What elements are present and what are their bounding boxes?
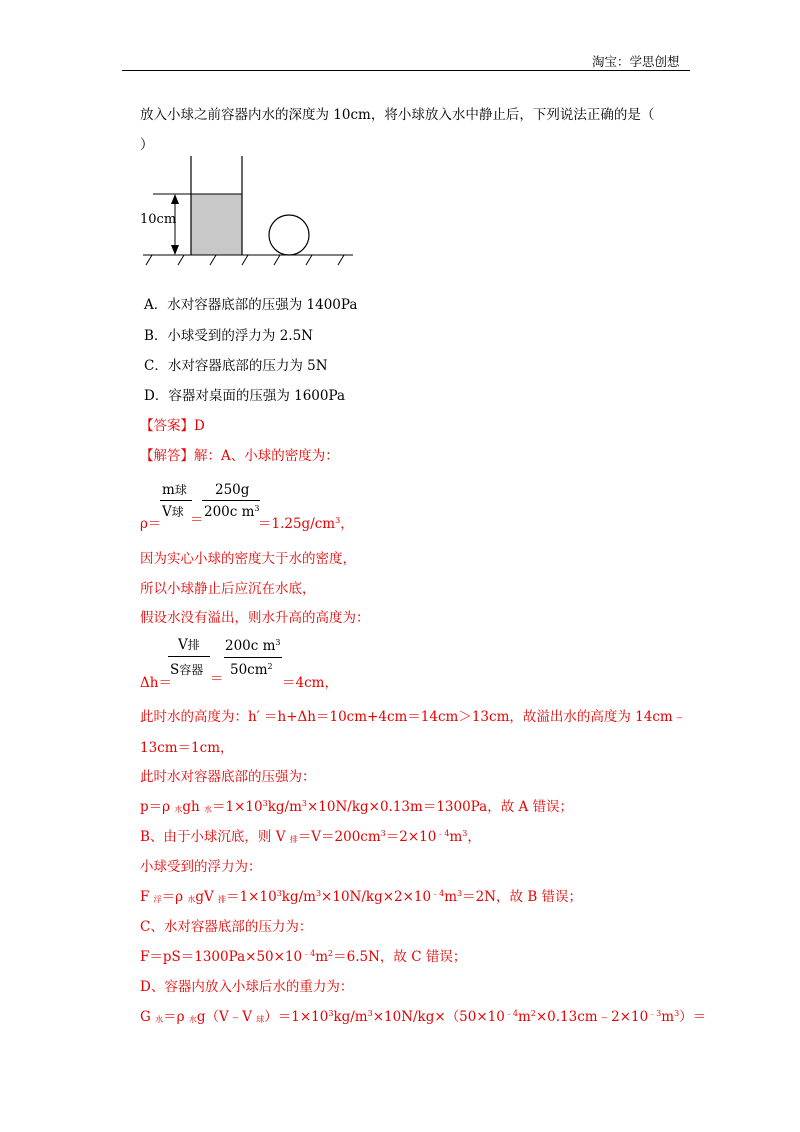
header-rule — [122, 70, 690, 71]
rise-frac2-numerator: 200c $m^3$ — [225, 638, 281, 654]
option-d: D．容器对桌面的压强为 1600Pa — [144, 388, 345, 404]
rise-frac1-numerator: V排 — [178, 637, 200, 653]
figure-depth-label: 10cm — [140, 212, 177, 227]
rise-result: ＝4cm， — [282, 675, 338, 691]
rise-frac1-bar — [168, 656, 210, 657]
density-frac2-denominator: 200c $m^3$ — [204, 504, 260, 520]
volume-formula: B、由于小球沉底，则 V $_排=V=200cm^3=2\times 10^{﹣4}m^3$， — [140, 829, 481, 845]
density-lhs: ρ＝ — [140, 516, 162, 532]
solution-intro: 【解答】解：A、小球的密度为： — [140, 448, 339, 464]
rise-equals: ＝ — [210, 671, 224, 687]
water-weight-formula: G $_水$＝ρ $_水$g（V﹣V $_球)=1\times 10^3kg/m^3\times 10N/kg\times(50\times 10^{﹣4}m^2\times 0.13cm﹣2\times 10^{﹣3}m^3)=$ — [140, 1009, 707, 1025]
density-equals: ＝ — [190, 512, 204, 528]
solution-line-e: 此时水对容器底部的压强为： — [140, 769, 316, 785]
buoyancy-formula: F $_浮$＝ρ $_水$gV $_排=1\times 10^3kg/m^3\times 10N/kg\times 2\times 10^{﹣4}m^3=2N$，故 B 错误； — [140, 889, 583, 905]
solution-line-h: 小球受到的浮力为： — [140, 859, 262, 875]
option-b: B．小球受到的浮力为 2.5N — [144, 328, 313, 344]
answer-label: 【答案】D — [140, 418, 205, 434]
option-c: C．水对容器底部的压力为 5N — [144, 358, 328, 374]
question-stem-line1: 放入小球之前容器内水的深度为 10cm，将小球放入水中静止后，下列说法正确的是（ — [140, 107, 655, 123]
pressure-formula: p＝ρ $_水$gh $_水=1\times 10^3kg/m^3\times 10N/kg\times 0.13m=1300Pa$，故 A 错误； — [140, 799, 574, 815]
solution-line-c: 假设水没有溢出，则水升高的高度为： — [140, 610, 370, 626]
solution-line-d1: 此时水的高度为：h′ ＝h+Δh＝10cm+4cm＝14cm＞13cm，故溢出水的高度为 14cm﹣ — [140, 709, 687, 725]
container-ball-figure — [138, 152, 368, 270]
density-result: $=1.25g/cm^3$， — [258, 516, 354, 532]
solution-line-b: 所以小球静止后应沉在水底， — [140, 581, 316, 597]
density-frac2-numerator: 250g — [215, 482, 250, 498]
option-a: A．水对容器底部的压强为 1400Pa — [144, 297, 358, 313]
question-stem-line2: ） — [140, 137, 154, 153]
density-frac1-denominator: V球 — [162, 504, 184, 520]
solution-line-a: 因为实心小球的密度大于水的密度， — [140, 551, 356, 567]
header-source-text: 淘宝：学思创想 — [592, 54, 680, 69]
solution-line-l: D、容器内放入小球后水的重力为： — [140, 979, 354, 995]
solution-line-j: C、水对容器底部的压力为： — [140, 919, 313, 935]
rise-frac2-denominator: $50cm^2$ — [230, 662, 273, 678]
rise-frac1-denominator: S容器 — [170, 662, 204, 678]
solution-line-d2: 13cm＝1cm， — [140, 740, 234, 756]
pressure-force-formula: $F=pS=1300Pa\times 50\times 10^{﹣4}m^2=6.5N$，故 C 错误； — [140, 949, 467, 965]
density-frac1-bar — [160, 500, 192, 501]
rise-frac2-bar — [224, 657, 282, 658]
density-frac2-bar — [202, 500, 260, 501]
rise-lhs: Δh＝ — [140, 675, 172, 691]
density-frac1-numerator: m球 — [162, 482, 187, 498]
